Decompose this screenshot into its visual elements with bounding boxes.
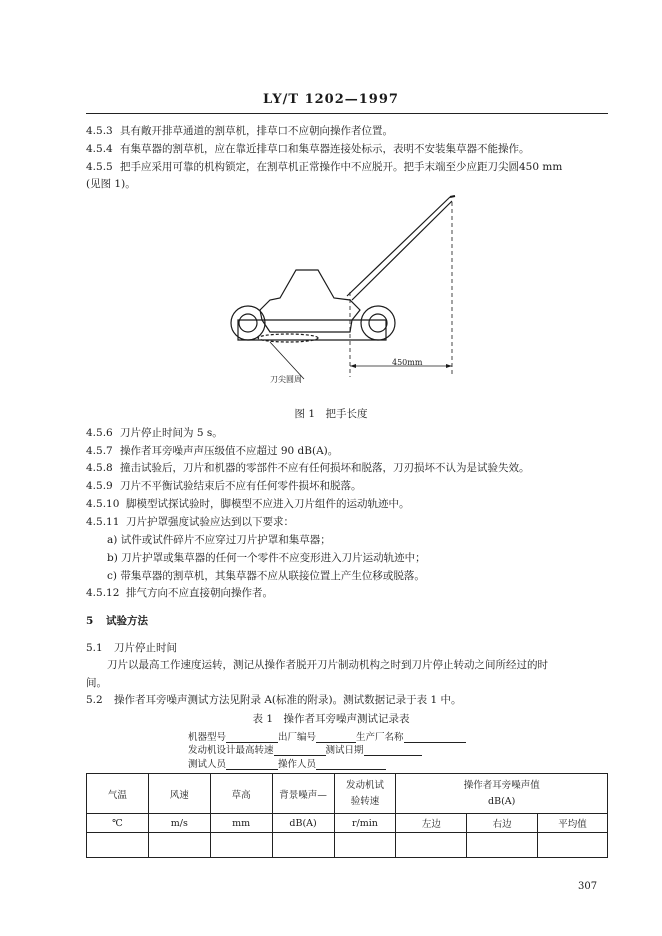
- clause-4-5-4: 4.5.4 有集草器的割草机，应在靠近排草口和集草器连接处标示，表明不安装集草器不能操作。: [86, 143, 530, 155]
- rear-wheel-hub: [369, 314, 387, 332]
- callout-label: 刀尖圆周: [270, 375, 302, 384]
- front-wheel: [231, 306, 265, 340]
- figure-caption: 图 1 把手长度: [294, 408, 368, 420]
- tester-blank: [226, 759, 278, 770]
- unit-grass: mm: [210, 814, 272, 833]
- operator-blank: [316, 759, 386, 770]
- cell-empty: [538, 833, 608, 858]
- clause-4-5-6: 4.5.6 刀片停止时间为 5 s。: [86, 427, 223, 439]
- dimension-arrow-left: [350, 364, 356, 368]
- unit-temp: ℃: [87, 814, 149, 833]
- unit-bg-noise: dB(A): [272, 814, 334, 833]
- mower-body: [260, 270, 360, 332]
- sub-item-c: c) 带集草器的割草机，其集草器不应从联接位置上产生位移或脱落。: [107, 570, 425, 582]
- subheader-left: 左边: [396, 814, 467, 833]
- clause-4-5-9: 4.5.9 刀片不平衡试验结束后不应有任何零件损坏和脱落。: [86, 480, 362, 492]
- subheader-right: 右边: [467, 814, 538, 833]
- clause-4-5-11: 4.5.11 刀片护罩强度试验应达到以下要求：: [86, 516, 294, 528]
- header-grass: 草高: [210, 774, 272, 814]
- dimension-arrow-right: [446, 364, 452, 368]
- handle-line-1: [347, 197, 450, 296]
- table-row: [87, 833, 608, 858]
- clause-4-5-12: 4.5.12 排气方向不应直接朝向操作者。: [86, 587, 273, 599]
- clause-4-5-5-continued: (见图 1)。: [86, 178, 136, 190]
- clause-4-5-8: 4.5.8 撞击试验后，刀片和机器的零部件不应有任何损坏和脱落，刀刃损坏不认为是试验失效。: [86, 462, 530, 474]
- dimension-label: 450mm: [392, 358, 423, 367]
- section-5-1-paragraph-line-1: 刀片以最高工作速度运转，测记从操作者脱开刀片制动机构之时到刀片停止转动之间所经过的时: [107, 659, 548, 671]
- standard-code: LY/T 1202—1997: [263, 92, 399, 107]
- cell-empty: [87, 833, 149, 858]
- page-number: 307: [578, 881, 598, 892]
- clause-4-5-3: 4.5.3 具有敞开排草通道的割草机，排草口不应朝向操作者位置。: [86, 125, 393, 137]
- section-5-1-heading: 5.1 刀片停止时间: [86, 642, 177, 654]
- header-engine-speed: 发动机试 验转速: [334, 774, 396, 814]
- form-line-3: 测试人员 操作人员: [188, 756, 386, 770]
- unit-engine: r/min: [334, 814, 396, 833]
- clause-4-5-5: 4.5.5 把手应采用可靠的机构锁定，在割草机正常操作中不应脱开。把手末端至少应距刀尖圆450 mm: [86, 161, 563, 173]
- header-rule: [86, 113, 608, 114]
- header-noise-group: 操作者耳旁噪声值 dB(A): [396, 774, 608, 814]
- front-wheel-hub: [239, 314, 257, 332]
- section-5-1-paragraph-line-2: 间。: [86, 677, 107, 689]
- cell-empty: [467, 833, 538, 858]
- cell-empty: [334, 833, 396, 858]
- clause-4-5-10: 4.5.10 脚模型试探试验时，脚模型不应进入刀片组件的运动轨迹中。: [86, 498, 410, 510]
- mower-deck: [238, 320, 386, 340]
- figure-handle-length: [200, 192, 480, 392]
- blade-tip-circle: [258, 334, 318, 342]
- noise-record-table: [86, 773, 608, 858]
- date-blank: [364, 745, 422, 756]
- form-line-2: 发动机设计最高转速 测试日期: [188, 742, 422, 756]
- header-temp: 气温: [87, 774, 149, 814]
- table-1-caption: 表 1 操作者耳旁噪声测试记录表: [252, 713, 410, 725]
- section-5-2: 5.2 操作者耳旁噪声测试方法见附录 A(标准的附录)。测试数据记录于表 1 中。: [86, 694, 462, 706]
- header-wind: 风速: [148, 774, 210, 814]
- header-bg-noise: 背景噪声—: [272, 774, 334, 814]
- cell-empty: [210, 833, 272, 858]
- cell-empty: [396, 833, 467, 858]
- section-5-heading: 5 试验方法: [86, 615, 148, 627]
- handle-grip: [450, 196, 455, 197]
- sub-item-a: a) 试件或试件碎片不应穿过刀片护罩和集草器；: [107, 534, 331, 546]
- subheader-avg: 平均值: [538, 814, 608, 833]
- unit-wind: m/s: [148, 814, 210, 833]
- handle-line-2: [352, 201, 452, 300]
- form-line-1: 机器型号 出厂编号 生产厂名称: [188, 729, 466, 743]
- engine-speed-blank: [274, 745, 326, 756]
- clause-4-5-7: 4.5.7 操作者耳旁噪声声压级值不应超过 90 dB(A)。: [86, 445, 339, 457]
- sub-item-b: b) 刀片护罩或集草器的任何一个零件不应变形进入刀片运动轨迹中；: [107, 552, 426, 564]
- cell-empty: [148, 833, 210, 858]
- rear-wheel: [361, 306, 395, 340]
- cell-empty: [272, 833, 334, 858]
